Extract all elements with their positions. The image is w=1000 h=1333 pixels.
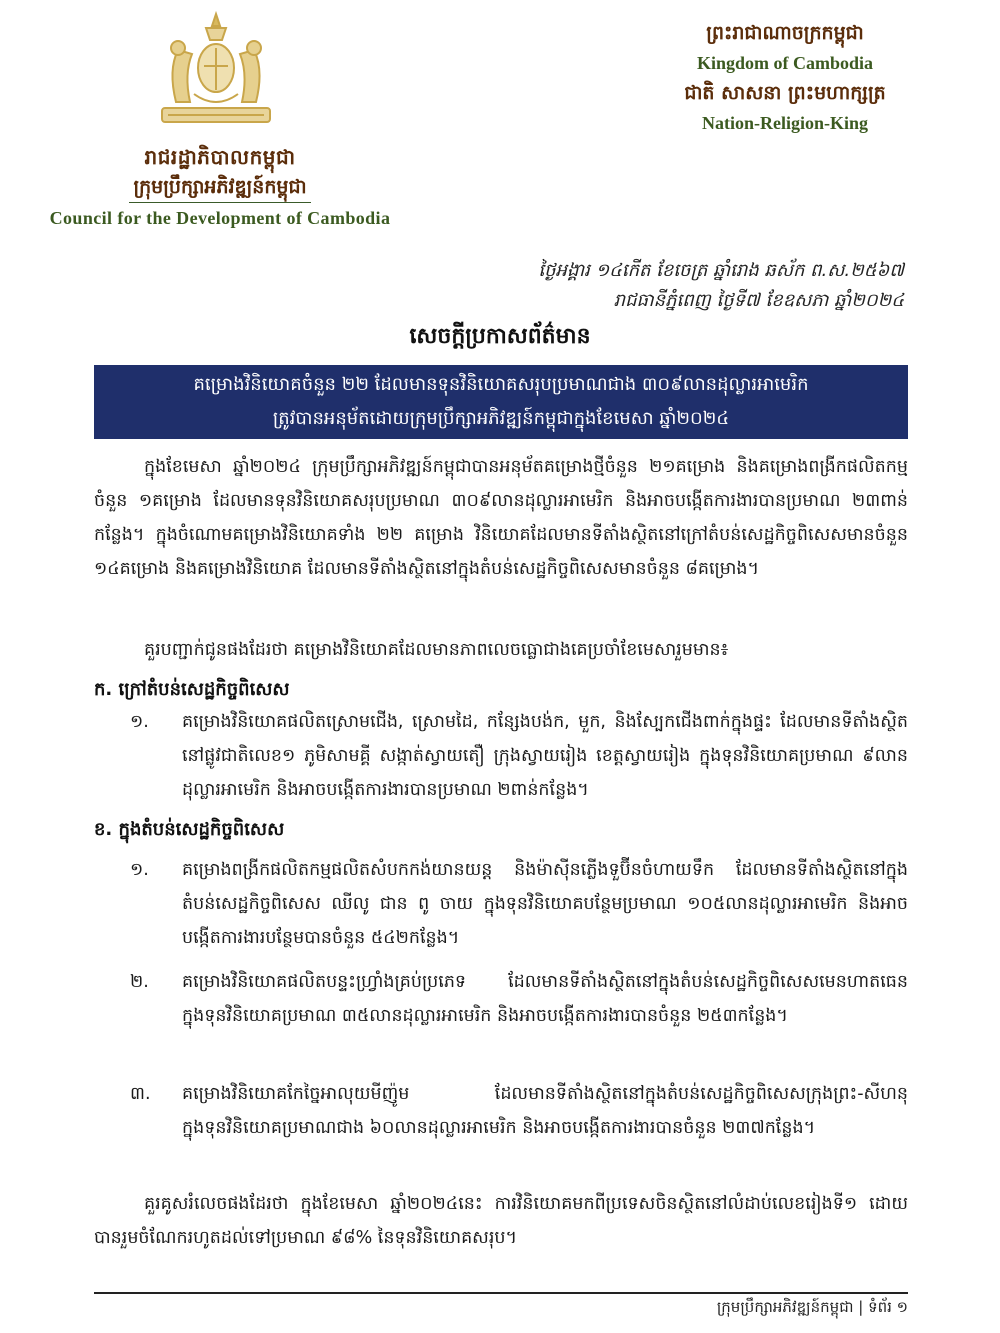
kingdom-name-english: Kingdom of Cambodia [696,53,874,73]
government-name: រាជរដ្ឋាភិបាលកម្ពុជា [144,145,296,169]
footer-divider [94,1292,908,1294]
item-number: ៣. [130,1084,151,1104]
paragraph-2: គួរបញ្ជាក់ជូនផងដែរថា គម្រោងវិនិយោគដែលមានភាពលេចធ្លោជាងគេប្រចាំខែមេសារួមមាន៖ [144,640,729,660]
royal-arms-of-cambodia-icon [148,10,284,128]
list-item [130,853,908,955]
document-title: សេចក្តីប្រកាសព័ត៌មាន [409,324,591,349]
section-b-heading: ខ. ក្នុងតំបន់សេដ្ឋកិច្ចពិសេស [94,819,285,840]
council-header [40,142,400,233]
intro-paragraph [94,450,908,586]
item-number: ១. [130,712,149,732]
motto-khmer: ជាតិ សាសនា ព្រះមហាក្សត្រ [684,82,886,104]
list-item [130,1077,908,1145]
item-number: ១. [130,860,149,880]
closing-paragraph [94,1187,908,1255]
motto-english: Nation-Religion-King [701,113,868,133]
kingdom-name-khmer: ព្រះរាជាណាចក្រកម្ពុជា [706,22,864,44]
lunar-date: ថ្ងៃអង្គារ ១៤កើត ខែចេត្រ ឆ្នាំរោង ឆស័ក ព.ស.២៥៦៧ [538,260,904,281]
item-number: ២. [130,972,149,992]
highlight-intro [94,633,908,667]
headline-banner [94,365,908,439]
paragraph-1: ក្នុងខែមេសា ឆ្នាំ២០២៤ ក្រុមប្រឹក្សាអភិវឌ្ឍន៍កម្ពុជាបានអនុម័តគម្រោងថ្មីចំនួន ២១គម្រោង និងគម្រោងពង្រីកផលិតកម្មចំនួន ១គម្រោង ដែលមានទុនវិនិយោគសរុបប្រមាណ ៣០៩លានដុល្លារអាមេរិក និងអាចបង្កើតការងារបានប្រមាណ ២៣ពាន់កន្លែង។ ក្នុងចំណោមគម្រោងវិនិយោគទាំង ២២ គម្រោង វិនិយោគដែលមានទីតាំងស្ថិតនៅក្រៅតំបន់សេដ្ឋកិច្ចពិសេសមានចំនួន ១៤គម្រោង និងគម្រោងវិនិយោគ ដែលមានទីតាំងស្ថិតនៅក្នុងតំបន់សេដ្ឋកិច្ចពិសេសមានចំនួន ៨គម្រោង។ [94,457,908,579]
list-item [130,705,908,807]
item-text: គម្រោងវិនិយោគផលិតបន្ទះហ្វ្រាំងគ្រប់ប្រភេទ ដែលមានទីតាំងស្ថិតនៅក្នុងតំបន់សេដ្ឋកិច្ចពិសេសមេនហាតធេន ក្នុងទុនវិនិយោគប្រមាណ ៣៥លានដុល្លារអាមេរិក និងអាចបង្កើតការងារបានចំនួន ២៥៣កន្លែង។ [182,972,908,1026]
list-item [130,965,908,1033]
paragraph-3: គួរគូសរំលេចផងដែរថា ក្នុងខែមេសា ឆ្នាំ២០២៤នេះ ការវិនិយោគមកពីប្រទេសចិនស្ថិតនៅលំដាប់លេខរៀងទី១ ដោយបានរួមចំណែករហូតដល់ទៅប្រមាណ ៩៨% នៃទុនវិនិយោគសរុប។ [94,1194,908,1248]
section-a-heading: ក. ក្រៅតំបន់សេដ្ឋកិច្ចពិសេស [94,679,290,700]
council-name-khmer: ក្រុមប្រឹក្សាអភិវឌ្ឍន៍កម្ពុជា [129,172,310,203]
headline-line-2: ត្រូវបានអនុម័តដោយក្រុមប្រឹក្សាអភិវឌ្ឍន៍កម្ពុជាក្នុងខែមេសា ឆ្នាំ២០២៤ [272,408,730,429]
headline-line-1: គម្រោងវិនិយោគចំនួន ២២ ដែលមានទុនវិនិយោគសរុបប្រមាណជាង ៣០៩លានដុល្លារអាមេរិក [193,374,809,395]
page-footer: ក្រុមប្រឹក្សាអភិវឌ្ឍន៍កម្ពុជា | ទំព័រ ១ [716,1298,908,1316]
solar-date: រាជធានីភ្នំពេញ ថ្ងៃទី៧ ខែឧសភា ឆ្នាំ២០២៤ [613,290,904,311]
item-text: គម្រោងវិនិយោគផលិតស្រោមជើង, ស្រោមដៃ, កន្សែងបង់ក, មួក, និងស្បែកជើងពាក់ក្នុងផ្ទះ ដែលមានទីតាំងស្ថិតនៅផ្លូវជាតិលេខ១ ភូមិសាមគ្គី សង្កាត់ស្វាយតឿ ក្រុងស្វាយរៀង ខេត្តស្វាយរៀង ក្នុងទុនវិនិយោគប្រមាណ ៩លានដុល្លារអាមេរិក និងអាចបង្កើតការងារបានប្រមាណ ២ពាន់កន្លែង។ [182,712,908,800]
item-text: គម្រោងវិនិយោគកែច្នៃអាលុយមីញ៉ូម ដែលមានទីតាំងស្ថិតនៅក្នុងតំបន់សេដ្ឋកិច្ចពិសេសក្រុងព្រះ-សីហនុ ក្នុងទុនវិនិយោគប្រមាណជាង ៦០លានដុល្លារអាមេរិក និងអាចបង្កើតការងារបានចំនួន ២៣៧កន្លែង។ [182,1084,908,1138]
council-name-english: Council for the Development of Cambodia [49,208,391,228]
item-text: គម្រោងពង្រីកផលិតកម្មផលិតសំបកកង់យានយន្ត និងម៉ាស៊ីនភ្លើងទួប៊ីនចំហាយទឹក ដែលមានទីតាំងស្ថិតនៅក្នុងតំបន់សេដ្ឋកិច្ចពិសេស ឈីលូ ជាន ពូ ចាយ ក្នុងទុនវិនិយោគបន្ថែមប្រមាណ ១០៥លានដុល្លារអាមេរិក និងអាចបង្កើតការងារបន្ថែមបានចំនួន ៥៤២កន្លែង។ [182,860,908,948]
kingdom-header [640,18,930,138]
